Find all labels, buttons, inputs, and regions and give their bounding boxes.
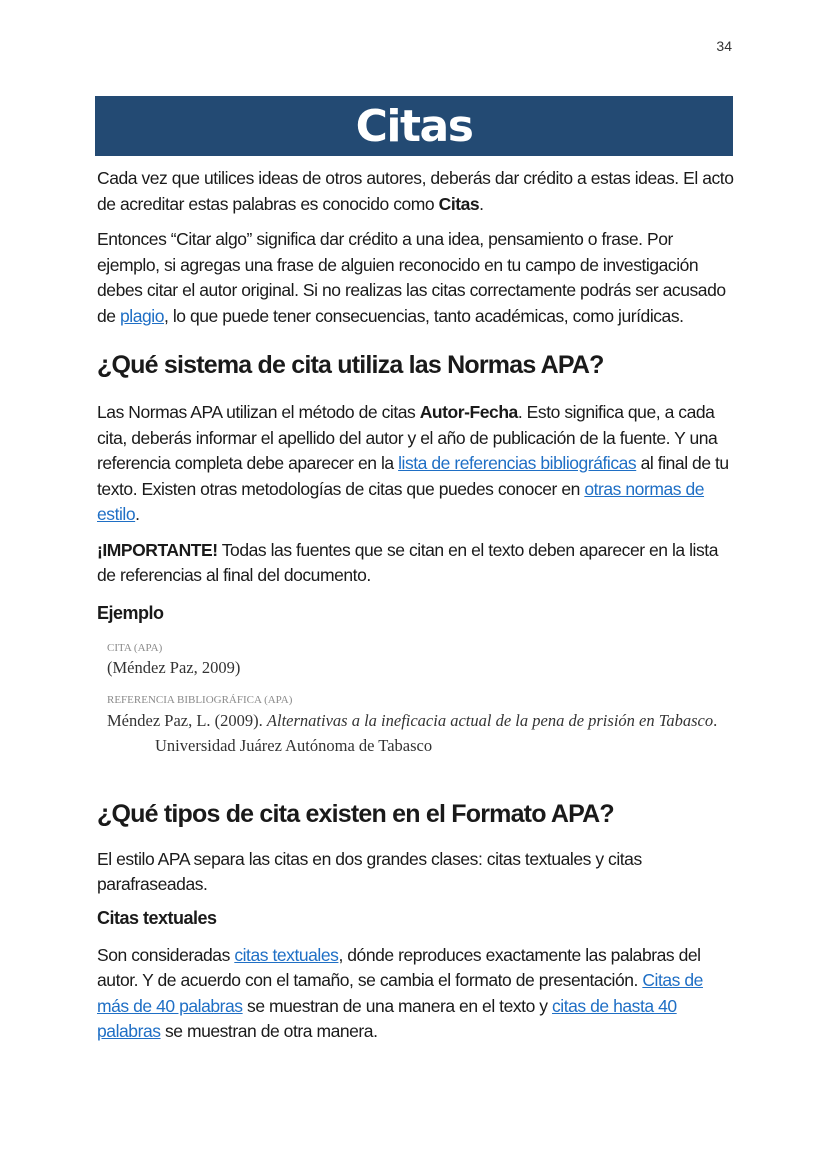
text: . <box>479 193 484 214</box>
ref-title: Alternativas a la ineficacia actual de la pena de prisión en Tabasco <box>266 710 714 730</box>
cita-text: (Méndez Paz, 2009) <box>107 657 241 677</box>
text: se muestran de una manera en el texto y <box>242 995 552 1016</box>
citas-textuales-heading: Citas textuales <box>97 907 217 928</box>
link-otras-normas[interactable]: otras normas de estilo <box>97 478 705 524</box>
example-box <box>107 642 737 758</box>
cita-label: CITA (APA) <box>107 641 163 654</box>
text: , lo que puede tener consecuencias, tanto académicas, como jurídicas. <box>164 305 684 326</box>
important-paragraph <box>97 538 737 589</box>
referencia-text <box>107 708 775 758</box>
ref-publisher: . Universidad Juárez Autónoma de Tabasco <box>155 710 718 755</box>
document-body <box>97 166 737 1055</box>
text: Todas las fuentes que se citan en el texto deben aparecer en la lista de referencias al final del documento. <box>97 539 718 585</box>
text: Las Normas APA utilizan el método de citas <box>97 402 420 422</box>
page-title: Citas <box>355 100 473 152</box>
section-heading-sistema: ¿Qué sistema de cita utiliza las Normas APA? <box>97 351 604 379</box>
text: al final de tu texto. Existen otras metodologías de citas que puedes conocer en <box>97 453 729 499</box>
text: . <box>135 504 140 524</box>
text: Entonces “Citar algo” significa dar crédito a una idea, pensamiento o frase. Por ejemplo, si agregas una frase de alguien reconocido en tu campo de investigación debes citar el autor original. Si no realizas las citas correctamente podrás ser acusado de <box>97 229 726 326</box>
referencia-label: REFERENCIA BIBLIOGRÁFICA (APA) <box>107 693 293 706</box>
link-lista-referencias[interactable]: lista de referencias bibliográficas <box>398 453 637 473</box>
intro-paragraph-2 <box>97 227 737 329</box>
text: . Esto significa que, a cada cita, deberás informar el apellido del autor y el año de publicación de la fuente. Y una referencia completa debe aparecer en la <box>97 402 718 473</box>
link-citas-mas-40[interactable]: Citas de más de 40 palabras <box>97 970 703 1016</box>
link-citas-textuales[interactable]: citas textuales <box>234 944 339 965</box>
intro-paragraph-1 <box>97 166 737 217</box>
example-heading: Ejemplo <box>97 602 164 623</box>
text: Cada vez que utilices ideas de otros autores, deberás dar crédito a estas ideas. El acto de acreditar estas palabras es conocido como <box>97 168 734 214</box>
page-number: 34 <box>716 38 732 54</box>
link-citas-hasta-40[interactable]: citas de hasta 40 palabras <box>97 995 677 1041</box>
link-plagio[interactable]: plagio <box>119 305 164 326</box>
bold-term: Autor-Fecha <box>419 402 518 422</box>
text: , dónde reproduces exactamente las palabras del autor. Y de acuerdo con el tamaño, se cambia el formato de presentación. <box>97 944 701 990</box>
text: se muestran de otra manera. <box>160 1021 378 1041</box>
section1-paragraph <box>97 400 737 528</box>
important-label: ¡IMPORTANTE! <box>97 539 218 560</box>
section2-paragraph-2 <box>97 943 737 1045</box>
section-heading-tipos: ¿Qué tipos de cita existen en el Formato APA? <box>97 799 614 828</box>
section2-paragraph-1: El estilo APA separa las citas en dos grandes clases: citas textuales y citas parafraseadas. <box>97 848 642 894</box>
title-banner <box>95 96 733 156</box>
ref-author: Méndez Paz, L. (2009). <box>107 710 267 730</box>
text: Son consideradas <box>97 944 235 965</box>
bold-term: Citas <box>438 193 480 214</box>
